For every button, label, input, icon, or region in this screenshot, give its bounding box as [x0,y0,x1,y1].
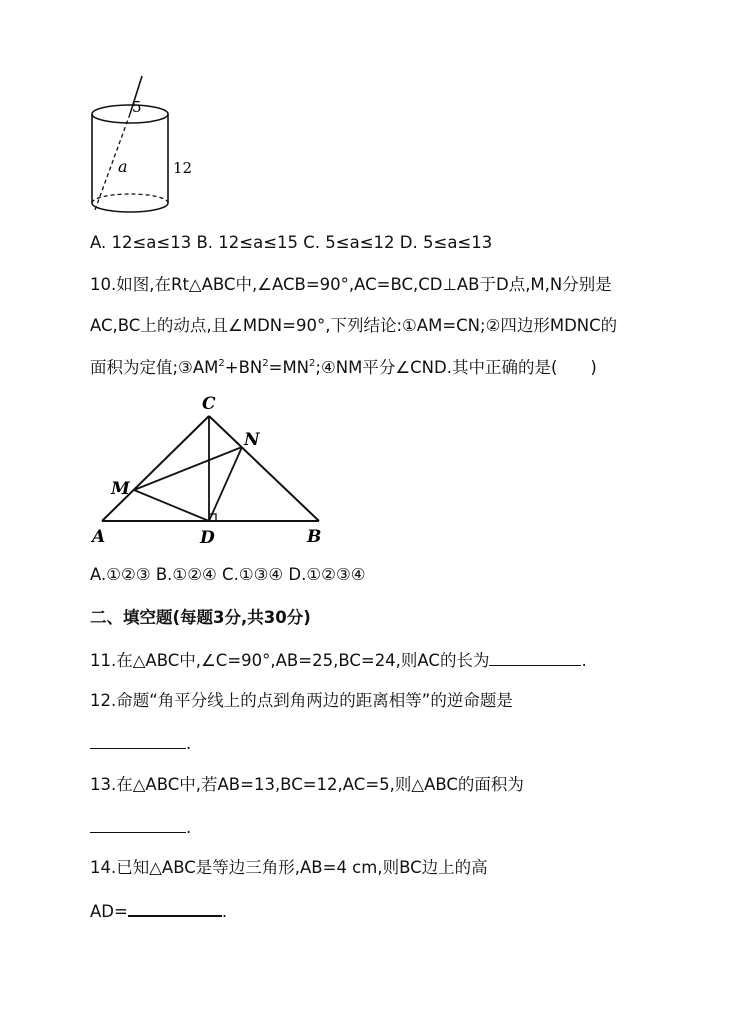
q11-answer-blank[interactable] [489,650,581,666]
label-C: C [202,394,216,414]
q13-text: 13.在△ABC中,若AB=13,BC=12,AC=5,则△ABC的面积为 [90,775,524,794]
triangle-figure [88,390,338,550]
q10-line1: 10.如图,在Rt△ABC中,∠ACB=90°,AC=BC,CD⊥AB于D点,M,N分别是 [90,275,612,294]
label-A: A [92,527,106,547]
label-top-5: 5 [132,98,142,116]
label-height-12: 12 [173,159,193,177]
q12-answer-blank[interactable] [90,733,186,749]
q10-options: A.①②③ B.①②④ C.①③④ D.①②③④ [90,565,366,584]
q14-text: 14.已知△ABC是等边三角形,AB=4 cm,则BC边上的高 [90,858,488,877]
q10-line3: 面积为定值$;③AM^2+BN^2=MN^2;④NM$平分∠CND.其中正确的是( ) [90,358,597,377]
q11-text: 11.在△ABC中,∠C=90°,AB=25,BC=24,则AC的长为 [90,651,490,670]
label-N: N [244,430,260,450]
q14-answer-blank[interactable] [128,900,222,917]
q9-options: A. 12≤a≤13 B. 12≤a≤15 C. 5≤a≤12 D. 5≤a≤13 [90,233,493,252]
label-B: B [307,527,322,547]
section-2-title: 二、填空题(每题3分,共30分) [90,608,311,627]
q13-answer: . [90,817,191,838]
label-slant-a: a [118,157,128,176]
label-M: M [111,479,130,499]
q10-line2: AC,BC上的动点,且∠MDN=90°,下列结论:①AM=CN;②四边形MDNC的 [90,316,618,335]
q12-text: 12.命题“角平分线上的点到角两边的距离相等”的逆命题是 [90,691,513,710]
q14-answer: AD= . [90,902,228,921]
q11: 11.在△ABC中,∠C=90°,AB=25,BC=24,则AC的长为 . [90,651,587,670]
q13-answer-blank[interactable] [90,817,186,833]
cylinder-figure [80,72,210,220]
q12-answer: . [90,733,191,754]
label-D: D [200,528,215,548]
